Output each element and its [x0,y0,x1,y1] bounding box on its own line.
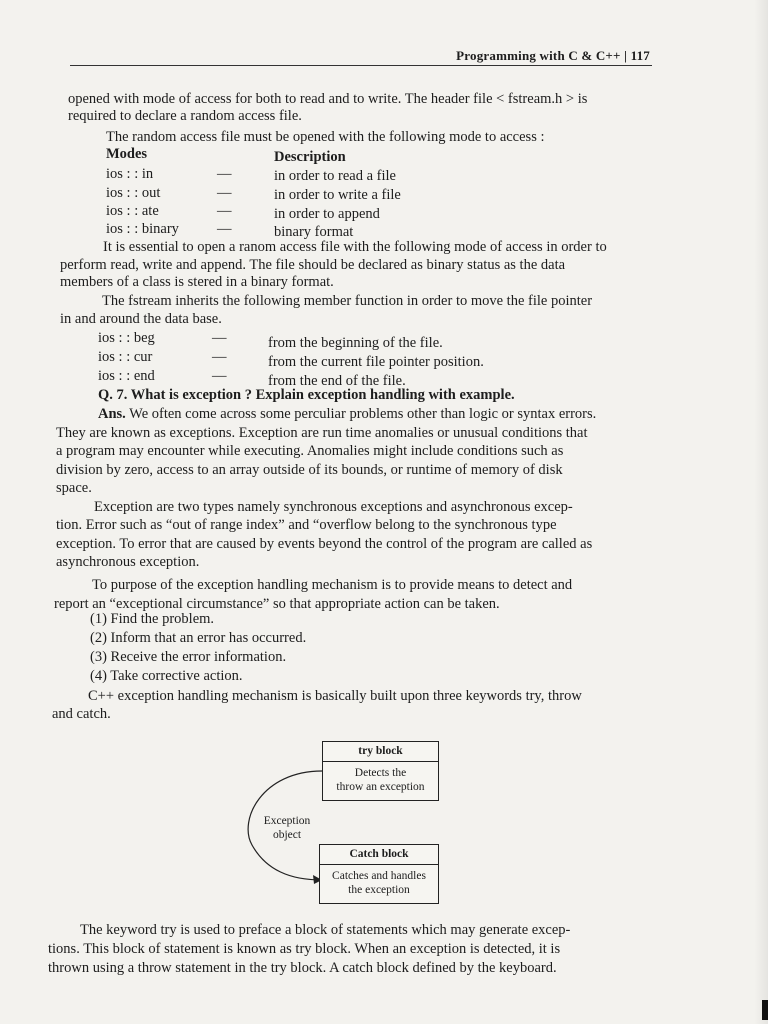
try-block-body-1: Detects the [354,767,407,779]
para4-line-1: The fstream inherits the following member function in order to move the file pointer [102,293,593,309]
try-block-body-2: throw an exception [336,781,425,793]
para2-line: The random access file must be opened with the following mode to access : [106,129,545,145]
para3-line-2: perform read, write and append. The file should be declared as binary status as the data [60,257,566,273]
pointer-row-3-dash: — [212,368,227,384]
question-heading: Q. 7. What is exception ? Explain exception handling with example. [98,387,515,403]
answer3-line-1: To purpose of the exception handling mechanism is to provide means to detect and [92,577,573,593]
answer-line-2: They are known as exceptions. Exception are run time anomalies or unusual conditions that [56,425,588,441]
step-2: (2) Inform that an error has occurred. [90,630,307,646]
catch-block-box [319,844,439,904]
mode-row-3-name: ios : : ate [106,203,159,219]
pointer-row-1-desc: from the beginning of the file. [268,335,443,351]
answer4-line-2: and catch. [52,706,111,722]
step-1: (1) Find the problem. [90,611,215,627]
try-block-box [322,741,439,801]
pointer-row-2-desc: from the current file pointer position. [268,354,484,370]
answer-label: Ans. [98,406,126,422]
pointer-row-1-name: ios : : beg [98,330,155,346]
step-3: (3) Receive the error information. [90,649,287,665]
answer-line-1-text: We often come across some perculiar problems other than logic or syntax errors. [125,406,597,422]
running-head: Programming with C & C++ | 117 [456,48,650,63]
mode-row-4-name: ios : : binary [106,221,179,237]
para3-line-1: It is essential to open a ranom access file with the following mode of access in order to [103,239,607,255]
pointer-row-3-desc: from the end of the file. [268,373,406,389]
catch-block-title: Catch block [320,845,438,865]
final-line-3: thrown using a throw statement in the try block. A catch block defined by the keyboard. [48,960,557,976]
mode-row-4-dash: — [217,221,232,237]
para1-line-2: required to declare a random access file. [68,108,302,124]
modes-header: Modes [106,146,148,162]
answer2-line-3: exception. To error that are caused by events beyond the control of the program are called as [56,536,593,552]
description-header: Description [274,149,346,165]
mode-row-4-desc: binary format [274,224,354,240]
catch-block-body-2: the exception [348,884,410,896]
try-block-title: try block [323,742,438,762]
exception-object-label [252,814,322,842]
scan-edge-shadow [754,0,768,1024]
answer4-line-1: C++ exception handling mechanism is basically built upon three keywords try, throw [88,688,582,704]
answer-line-4: division by zero, access to an array outside of its bounds, or runtime of memory of disk [56,462,563,478]
para4-line-2: in and around the data base. [60,311,222,327]
answer-line-5: space. [56,480,92,496]
mode-row-1-name: ios : : in [106,166,154,182]
answer3-line-2: report an “exceptional circumstance” so that appropriate action can be taken. [54,596,500,612]
mode-row-2-name: ios : : out [106,185,161,201]
mode-row-1-dash: — [217,166,232,182]
mode-row-1-desc: in order to read a file [274,168,396,184]
mode-row-2-dash: — [217,185,232,201]
final-line-1: The keyword try is used to preface a block of statements which may generate excep- [80,922,571,938]
exception-label-1: Exception [263,815,311,827]
answer-line-3: a program may encounter while executing. Anomalies might include conditions such as [56,443,564,459]
para3-line-3: members of a class is stered in a binary format. [60,274,334,290]
step-4: (4) Take corrective action. [90,668,243,684]
scan-edge-mark [762,1000,768,1020]
catch-block-body-1: Catches and handles [332,870,426,882]
answer2-line-4: asynchronous exception. [56,554,200,570]
mode-row-3-dash: — [217,203,232,219]
answer2-line-1: Exception are two types namely synchronous exceptions and asynchronous excep- [94,499,573,515]
mode-row-3-desc: in order to append [274,206,380,222]
para1-line-1: opened with mode of access for both to read and to write. The header file < fstream.h > is [68,91,588,107]
answer2-line-2: tion. Error such as “out of range index” and “overflow belong to the synchronous type [56,517,557,533]
pointer-row-1-dash: — [212,330,227,346]
pointer-row-2-dash: — [212,349,227,365]
pointer-row-3-name: ios : : end [98,368,155,384]
exception-label-2: object [272,829,302,841]
mode-row-2-desc: in order to write a file [274,187,401,203]
final-line-2: tions. This block of statement is known as try block. When an exception is detected, it is [48,941,561,957]
pointer-row-2-name: ios : : cur [98,349,153,365]
